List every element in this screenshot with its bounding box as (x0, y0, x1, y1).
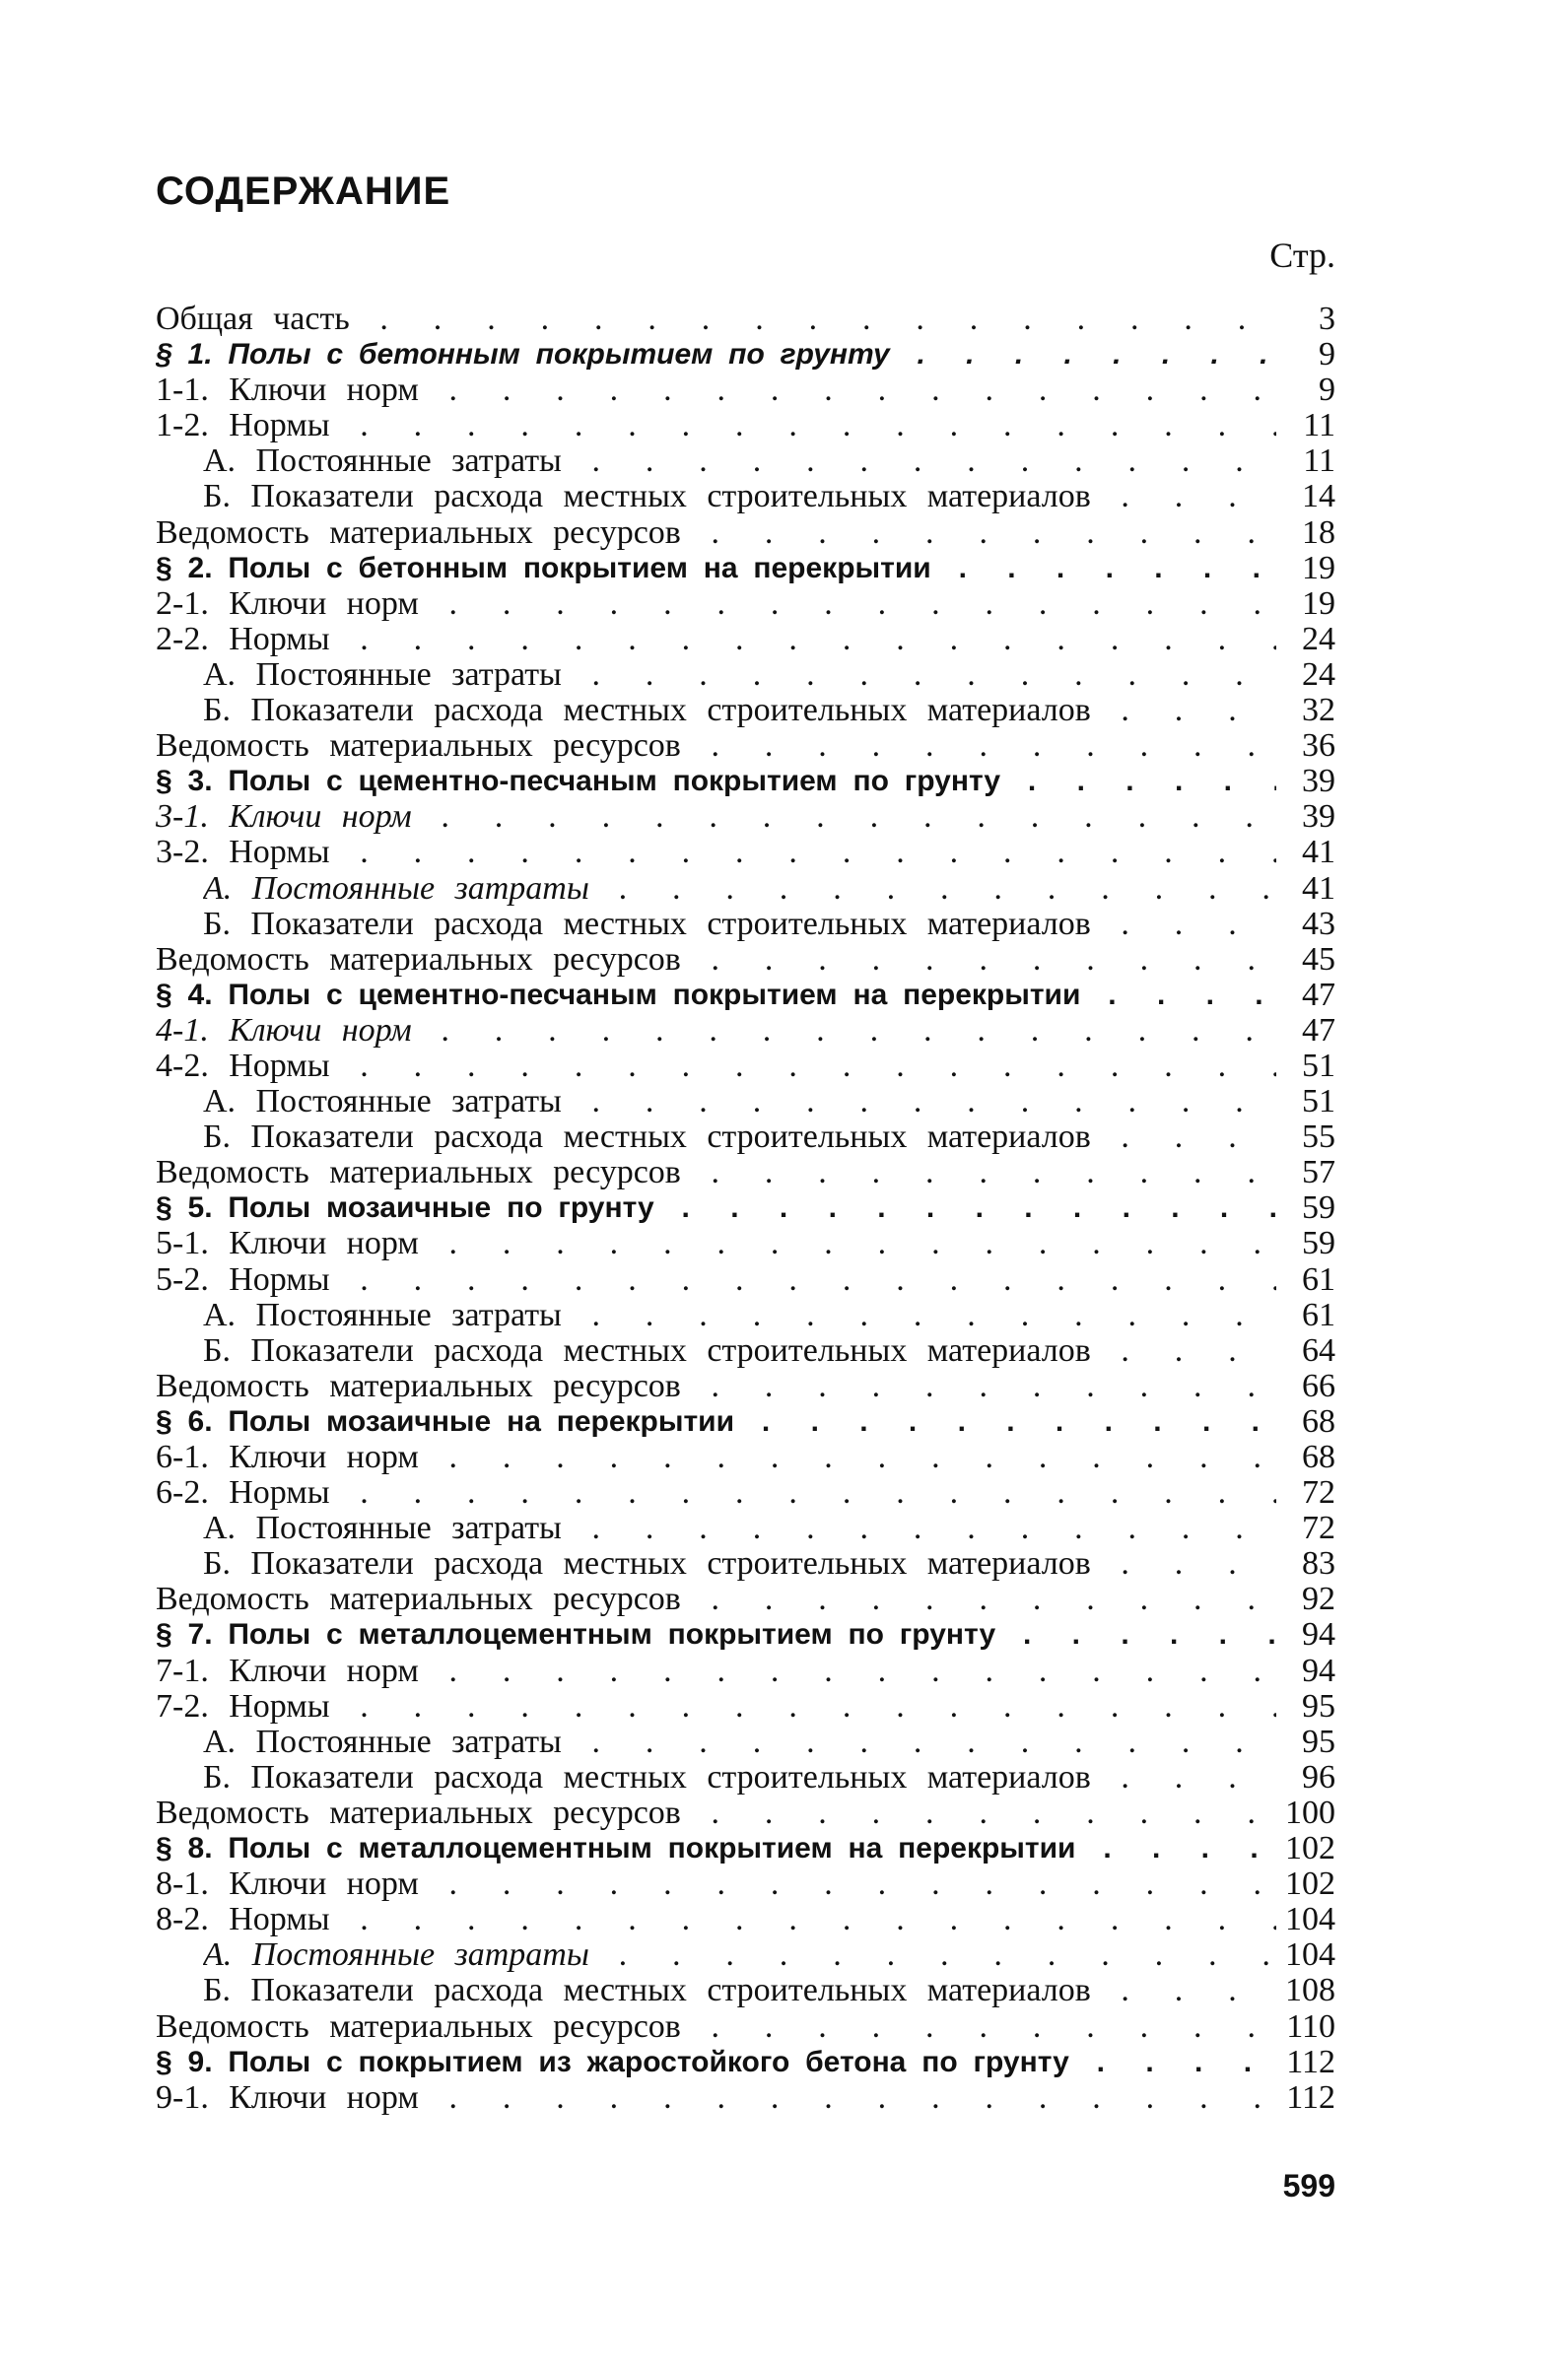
toc-entry-title: § 7. Полы с металлоцементным покрытием по грунту . . . (156, 1617, 1276, 1653)
toc-entry-title: А. Постоянные затраты . . . (203, 443, 1276, 479)
toc-entry-title: Ведомость материальных ресурсов . . . (156, 942, 1276, 978)
toc-entry-page: 72 (1278, 1511, 1335, 1546)
toc-entry-page: 96 (1278, 1760, 1335, 1796)
toc-entry-page: 24 (1278, 657, 1335, 693)
toc-entry (156, 622, 1335, 657)
toc-entry-page: 39 (1278, 764, 1335, 799)
toc-entry-title: А. Постоянные затраты . . . (203, 1298, 1276, 1333)
toc-entry (156, 2080, 1335, 2116)
toc-entry (156, 302, 1335, 337)
toc-entry-page: 19 (1278, 586, 1335, 622)
toc-entry-page: 3 (1278, 302, 1335, 337)
toc-entry-title: Ведомость материальных ресурсов . . . (156, 1369, 1276, 1404)
toc-entry-page: 51 (1278, 1084, 1335, 1119)
toc-entry-page: 55 (1278, 1119, 1335, 1155)
toc-entry-page: 64 (1278, 1333, 1335, 1369)
toc-entry (156, 1902, 1335, 1937)
toc-entry-title: А. Постоянные затраты . . . (203, 657, 1276, 693)
toc-entry-page: 72 (1278, 1475, 1335, 1511)
toc-entry (156, 728, 1335, 764)
toc-entry-title: 7-1. Ключи норм . . . (156, 1654, 1276, 1689)
toc-entry (156, 551, 1335, 586)
toc-entry (156, 1546, 1335, 1582)
toc-entry-page: 43 (1278, 907, 1335, 942)
toc-entry-title: Б. Показатели расхода местных строительных материалов . . . (203, 907, 1276, 942)
toc-entry (156, 1190, 1335, 1226)
toc-entry-title: 1-1. Ключи норм . . . (156, 373, 1276, 408)
toc-entry-title: Ведомость материальных ресурсов . . . (156, 515, 1276, 551)
toc-entry (156, 2045, 1335, 2080)
toc-entry-page: 61 (1278, 1298, 1335, 1333)
toc-entry (156, 1866, 1335, 1902)
toc-entry-title: § 9. Полы с покрытием из жаростойкого бетона по грунту . . . (156, 2045, 1276, 2080)
toc-entry-page: 61 (1278, 1262, 1335, 1298)
toc-entry (156, 1475, 1335, 1511)
page-column-label: Стр. (1269, 236, 1335, 275)
toc-entry (156, 942, 1335, 978)
toc-entry (156, 1333, 1335, 1369)
page-number: 599 (1282, 2168, 1335, 2204)
toc-entry-page: 112 (1278, 2045, 1335, 2080)
toc-entry (156, 799, 1335, 835)
toc-entry-page: 112 (1278, 2080, 1335, 2116)
toc-entry (156, 1760, 1335, 1796)
toc-entry-page: 94 (1278, 1617, 1335, 1653)
toc-entry-title: Б. Показатели расхода местных строительных материалов . . . (203, 479, 1276, 514)
toc-entry-title: 8-1. Ключи норм . . . (156, 1866, 1276, 1902)
toc-entry-page: 104 (1278, 1937, 1335, 1973)
toc-entry (156, 1654, 1335, 1689)
toc-entry-title: А. Постоянные затраты . . . (203, 1937, 1276, 1973)
toc-entry-page: 110 (1278, 2009, 1335, 2045)
toc-entry-page: 11 (1278, 408, 1335, 443)
toc-entry-page: 57 (1278, 1155, 1335, 1190)
toc-entry (156, 1617, 1335, 1653)
toc-entry-page: 68 (1278, 1440, 1335, 1475)
toc-entry-title: 3-1. Ключи норм . . . (156, 799, 1276, 835)
toc-entry-page: 19 (1278, 551, 1335, 586)
toc-entry-title: Б. Показатели расхода местных строительных материалов . . . (203, 1119, 1276, 1155)
toc-entry-page: 68 (1278, 1404, 1335, 1440)
toc-entry (156, 586, 1335, 622)
toc-entry-title: 5-1. Ключи норм . . . (156, 1226, 1276, 1261)
toc-entry (156, 1511, 1335, 1546)
toc-entry-page: 92 (1278, 1582, 1335, 1617)
toc-entry-title: § 1. Полы с бетонным покрытием по грунту . . . (156, 337, 1276, 373)
toc-entry-title: Общая часть . . . (156, 302, 1276, 337)
toc-entry-page: 108 (1278, 1973, 1335, 2008)
toc-entry-title: Б. Показатели расхода местных строительных материалов . . . (203, 1546, 1276, 1582)
toc-entry (156, 978, 1335, 1013)
toc-entry-page: 9 (1278, 373, 1335, 408)
toc-entry-title: 2-1. Ключи норм . . . (156, 586, 1276, 622)
toc-entry-title: А. Постоянные затраты . . . (203, 1511, 1276, 1546)
toc-entry (156, 373, 1335, 408)
toc-entry-title: 7-2. Нормы . . . (156, 1689, 1276, 1725)
toc-entry (156, 479, 1335, 514)
toc-entry-title: А. Постоянные затраты . . . (203, 1084, 1276, 1119)
toc-entry-title: А. Постоянные затраты . . . (203, 1725, 1276, 1760)
toc-entry-title: 6-2. Нормы . . . (156, 1475, 1276, 1511)
toc-entry-page: 9 (1278, 337, 1335, 373)
table-of-contents (156, 302, 1335, 2116)
toc-entry-title: 2-2. Нормы . . . (156, 622, 1276, 657)
toc-entry-page: 47 (1278, 1013, 1335, 1049)
toc-entry-title: § 6. Полы мозаичные на перекрытии . . . (156, 1404, 1276, 1440)
toc-entry (156, 1155, 1335, 1190)
toc-entry-page: 36 (1278, 728, 1335, 764)
toc-entry-page: 59 (1278, 1190, 1335, 1226)
toc-entry (156, 408, 1335, 443)
toc-entry-page: 102 (1278, 1866, 1335, 1902)
toc-entry-title: § 4. Полы с цементно-песчаным покрытием на перекрытии . . . (156, 978, 1276, 1013)
toc-entry-title: 6-1. Ключи норм . . . (156, 1440, 1276, 1475)
toc-entry (156, 1262, 1335, 1298)
toc-entry-page: 102 (1278, 1831, 1335, 1866)
toc-entry-title: Б. Показатели расхода местных строительных материалов . . . (203, 1333, 1276, 1369)
toc-entry-title: § 8. Полы с металлоцементным покрытием на перекрытии . . . (156, 1831, 1276, 1866)
toc-entry-title: 4-1. Ключи норм . . . (156, 1013, 1276, 1049)
toc-entry-page: 95 (1278, 1689, 1335, 1725)
toc-entry-page: 59 (1278, 1226, 1335, 1261)
toc-entry (156, 1298, 1335, 1333)
toc-entry (156, 1725, 1335, 1760)
toc-entry-title: § 2. Полы с бетонным покрытием на перекрытии . . . (156, 551, 1276, 586)
toc-entry (156, 1937, 1335, 1973)
toc-entry-title: Б. Показатели расхода местных строительных материалов . . . (203, 693, 1276, 728)
toc-entry (156, 337, 1335, 373)
toc-entry (156, 835, 1335, 870)
toc-entry-title: Ведомость материальных ресурсов . . . (156, 728, 1276, 764)
toc-entry (156, 907, 1335, 942)
page-title: СОДЕРЖАНИЕ (156, 170, 451, 213)
toc-entry (156, 1831, 1335, 1866)
toc-entry (156, 2009, 1335, 2045)
toc-entry-title: 4-2. Нормы . . . (156, 1049, 1276, 1084)
toc-entry-title: § 5. Полы мозаичные по грунту . . . (156, 1190, 1276, 1226)
toc-entry-title: Б. Показатели расхода местных строительных материалов . . . (203, 1973, 1276, 2008)
toc-entry-title: 5-2. Нормы . . . (156, 1262, 1276, 1298)
toc-entry-title: Ведомость материальных ресурсов . . . (156, 1582, 1276, 1617)
toc-entry-page: 94 (1278, 1654, 1335, 1689)
toc-entry (156, 1689, 1335, 1725)
toc-entry-page: 66 (1278, 1369, 1335, 1404)
toc-entry (156, 515, 1335, 551)
toc-entry-title: 1-2. Нормы . . . (156, 408, 1276, 443)
toc-entry-page: 45 (1278, 942, 1335, 978)
toc-entry (156, 1049, 1335, 1084)
toc-entry (156, 693, 1335, 728)
toc-entry-title: Б. Показатели расхода местных строительных материалов . . . (203, 1760, 1276, 1796)
toc-entry-title: Ведомость материальных ресурсов . . . (156, 1155, 1276, 1190)
toc-entry-title: 8-2. Нормы . . . (156, 1902, 1276, 1937)
toc-entry (156, 1796, 1335, 1831)
toc-entry (156, 1973, 1335, 2008)
toc-entry (156, 657, 1335, 693)
toc-entry-title: Ведомость материальных ресурсов . . . (156, 2009, 1276, 2045)
toc-entry-page: 100 (1278, 1796, 1335, 1831)
toc-entry (156, 764, 1335, 799)
toc-entry-title: 9-1. Ключи норм . . . (156, 2080, 1276, 2116)
toc-entry-page: 47 (1278, 978, 1335, 1013)
toc-entry (156, 1013, 1335, 1049)
toc-entry-page: 24 (1278, 622, 1335, 657)
toc-entry-page: 18 (1278, 515, 1335, 551)
toc-entry (156, 871, 1335, 907)
toc-entry-title: Ведомость материальных ресурсов . . . (156, 1796, 1276, 1831)
toc-entry (156, 1369, 1335, 1404)
toc-entry (156, 1404, 1335, 1440)
toc-entry-page: 51 (1278, 1049, 1335, 1084)
toc-entry-title: А. Постоянные затраты . . . (203, 871, 1276, 907)
toc-entry-page: 41 (1278, 871, 1335, 907)
toc-entry-page: 14 (1278, 479, 1335, 514)
toc-entry-page: 41 (1278, 835, 1335, 870)
toc-entry-page: 83 (1278, 1546, 1335, 1582)
toc-entry-title: 3-2. Нормы . . . (156, 835, 1276, 870)
toc-entry (156, 1226, 1335, 1261)
toc-entry (156, 1440, 1335, 1475)
toc-entry-title: § 3. Полы с цементно-песчаным покрытием по грунту . . . (156, 764, 1276, 799)
toc-entry-page: 32 (1278, 693, 1335, 728)
toc-entry (156, 1119, 1335, 1155)
toc-entry-page: 104 (1278, 1902, 1335, 1937)
toc-entry-page: 11 (1278, 443, 1335, 479)
toc-entry (156, 1582, 1335, 1617)
toc-entry-page: 95 (1278, 1725, 1335, 1760)
toc-entry-page: 39 (1278, 799, 1335, 835)
toc-entry (156, 443, 1335, 479)
toc-entry (156, 1084, 1335, 1119)
